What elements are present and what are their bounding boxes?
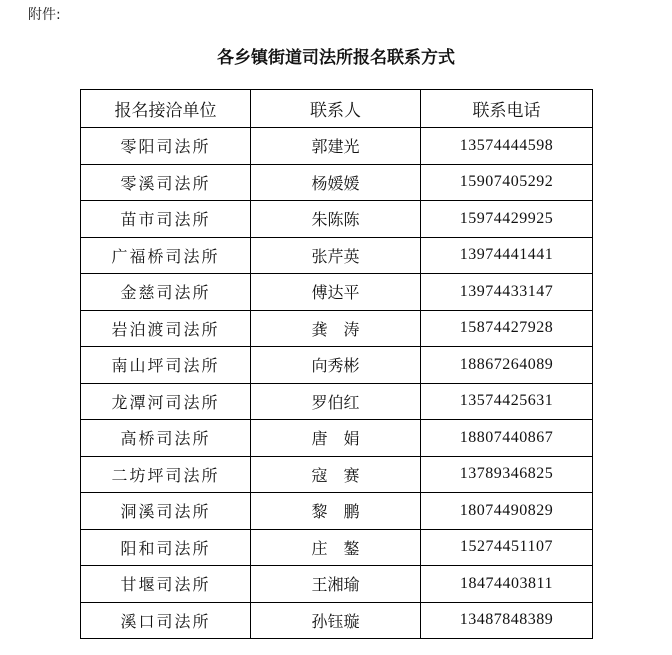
contact-cell: 张芹英: [251, 237, 421, 274]
table-header-row: [81, 90, 593, 128]
table-row: [81, 274, 593, 311]
contact-cell: 王湘瑜: [251, 566, 421, 603]
table-row: [81, 164, 593, 201]
unit-cell: 零溪司法所: [81, 164, 251, 201]
phone-cell: 13574425631: [421, 383, 593, 420]
table-row: [81, 201, 593, 238]
table-row: [81, 347, 593, 384]
table-row: [81, 493, 593, 530]
table-row: [81, 383, 593, 420]
unit-cell: 二坊坪司法所: [81, 456, 251, 493]
contact-cell: 杨媛媛: [251, 164, 421, 201]
contact-cell: 傅达平: [251, 274, 421, 311]
phone-cell: 15907405292: [421, 164, 593, 201]
contact-cell: 孙钰璇: [251, 602, 421, 639]
unit-cell: 岩泊渡司法所: [81, 310, 251, 347]
phone-cell: 13789346825: [421, 456, 593, 493]
phone-cell: 18474403811: [421, 566, 593, 603]
contact-cell: 向秀彬: [251, 347, 421, 384]
table-row: [81, 237, 593, 274]
phone-cell: 18074490829: [421, 493, 593, 530]
contact-cell: 唐 娟: [251, 420, 421, 457]
contact-cell: 朱陈陈: [251, 201, 421, 238]
table-row: [81, 128, 593, 165]
phone-cell: 15274451107: [421, 529, 593, 566]
phone-cell: 18807440867: [421, 420, 593, 457]
unit-cell: 零阳司法所: [81, 128, 251, 165]
phone-cell: 15874427928: [421, 310, 593, 347]
table-row: [81, 456, 593, 493]
unit-cell: 广福桥司法所: [81, 237, 251, 274]
contact-cell: 黎 鹏: [251, 493, 421, 530]
phone-cell: 13487848389: [421, 602, 593, 639]
phone-cell: 13574444598: [421, 128, 593, 165]
phone-cell: 13974433147: [421, 274, 593, 311]
column-header-phone: 联系电话: [421, 90, 593, 128]
table-row: [81, 420, 593, 457]
unit-cell: 金慈司法所: [81, 274, 251, 311]
contact-cell: 郭建光: [251, 128, 421, 165]
unit-cell: 洞溪司法所: [81, 493, 251, 530]
contact-cell: 庄 鏊: [251, 529, 421, 566]
unit-cell: 溪口司法所: [81, 602, 251, 639]
unit-cell: 甘堰司法所: [81, 566, 251, 603]
unit-cell: 苗市司法所: [81, 201, 251, 238]
contact-cell: 龚 涛: [251, 310, 421, 347]
table-row: [81, 566, 593, 603]
attachment-label: 附件:: [28, 7, 61, 23]
phone-cell: 18867264089: [421, 347, 593, 384]
column-header-unit: 报名接洽单位: [81, 90, 251, 128]
unit-cell: 高桥司法所: [81, 420, 251, 457]
table-row: [81, 310, 593, 347]
table-row: [81, 529, 593, 566]
phone-cell: 15974429925: [421, 201, 593, 238]
page-title: 各乡镇街道司法所报名联系方式: [217, 48, 455, 68]
contact-cell: 寇 赛: [251, 456, 421, 493]
unit-cell: 阳和司法所: [81, 529, 251, 566]
contact-cell: 罗伯红: [251, 383, 421, 420]
unit-cell: 龙潭河司法所: [81, 383, 251, 420]
table-row: [81, 602, 593, 639]
column-header-contact: 联系人: [251, 90, 421, 128]
phone-cell: 13974441441: [421, 237, 593, 274]
contact-table: [80, 89, 593, 639]
unit-cell: 南山坪司法所: [81, 347, 251, 384]
